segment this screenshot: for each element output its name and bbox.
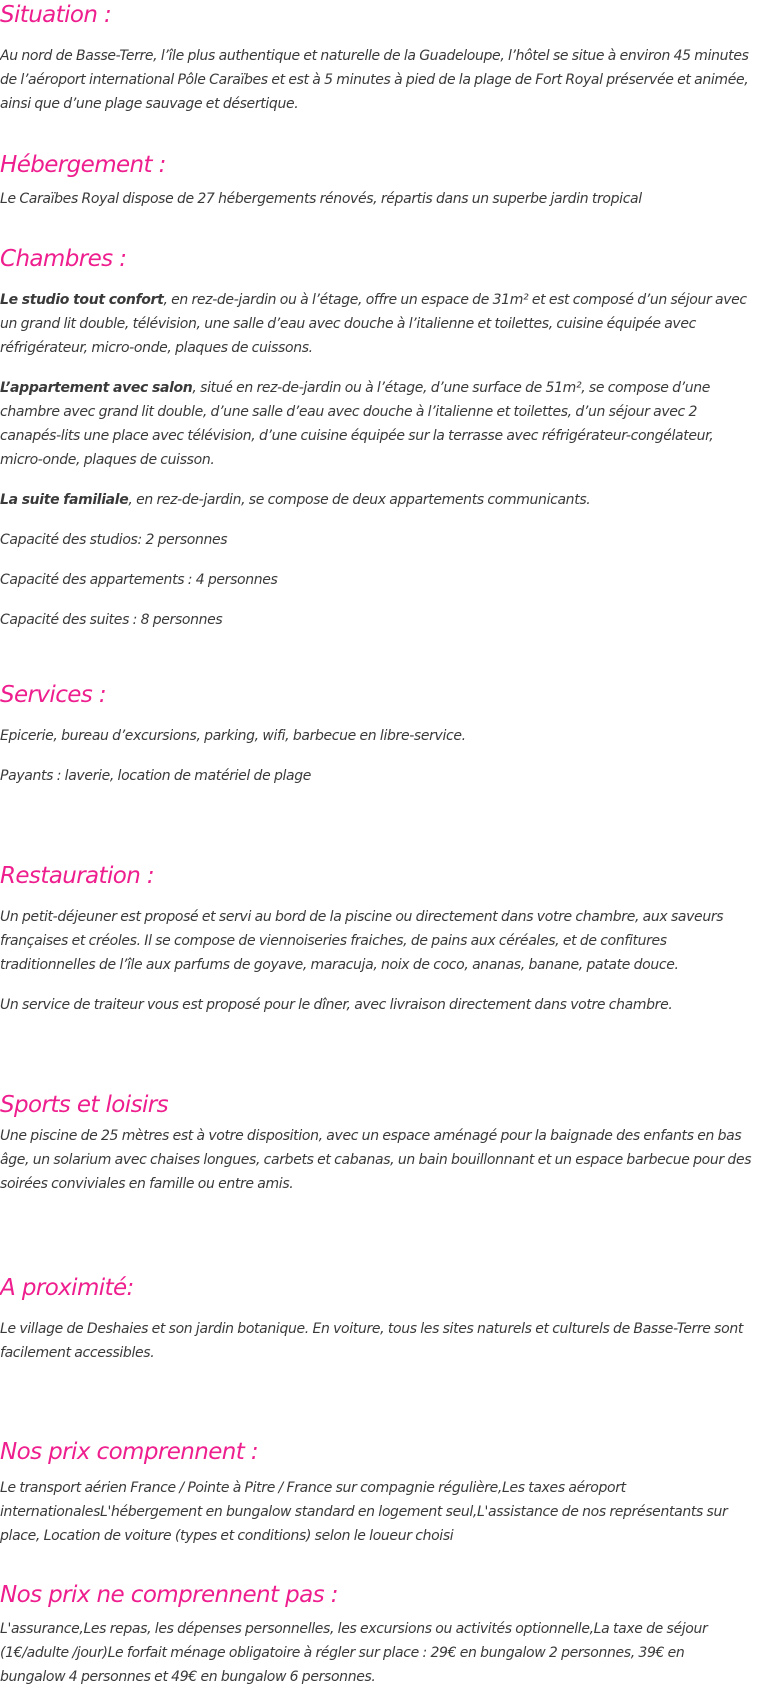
chambres-heading: Chambres : bbox=[0, 246, 127, 272]
comprennent-text: Le transport aérien France / Pointe à Pitre / France sur compagnie régulière,Les taxes aéroport internationalesL'hébergement en bungalow standard en logement seul,L'assistance de nos représentants sur place, Location de voiture (types et conditions) selon le loueur choisi bbox=[0, 1480, 728, 1544]
comprennent-heading: Nos prix comprennent : bbox=[0, 1439, 259, 1465]
ne-comprennent-heading: Nos prix ne comprennent pas : bbox=[0, 1582, 338, 1608]
appartement-paragraph bbox=[0, 376, 752, 472]
section-proximite bbox=[0, 1273, 752, 1365]
services-heading: Services : bbox=[0, 682, 107, 708]
appartement-name: L’appartement avec salon bbox=[0, 380, 193, 396]
hebergement-heading: Hébergement : bbox=[0, 152, 166, 178]
section-prix-comprennent bbox=[0, 1437, 752, 1548]
proximite-text: Le village de Deshaies et son jardin botanique. En voiture, tous les sites naturels et culturels de Basse-Terre sont facilement accessibles. bbox=[0, 1321, 743, 1361]
restauration-text-2: Un service de traiteur vous est proposé pour le dîner, avec livraison directement dans votre chambre. bbox=[0, 997, 673, 1013]
sports-heading: Sports et loisirs bbox=[0, 1092, 168, 1118]
section-chambres bbox=[0, 244, 752, 632]
services-text-1: Epicerie, bureau d’excursions, parking, wifi, barbecue en libre-service. bbox=[0, 728, 466, 744]
restauration-heading: Restauration : bbox=[0, 863, 155, 889]
suite-paragraph bbox=[0, 488, 752, 512]
section-prix-ne-comprennent bbox=[0, 1580, 752, 1689]
suite-name: La suite familiale bbox=[0, 492, 129, 508]
studio-paragraph bbox=[0, 288, 752, 360]
restauration-text-1: Un petit-déjeuner est proposé et servi au bord de la piscine ou directement dans votre chambre, aux saveurs françaises et créoles. Il se compose de viennoiseries fraiches, de pains aux céréales, et de confitures traditionnelles de l’île aux parfums de goyave, maracuja, noix de coco, ananas, banane, patate douce. bbox=[0, 909, 724, 973]
appartement-text: , situé en rez-de-jardin ou à l’étage, d’une surface de 51m², se compose d’une chambre avec grand lit double, d’une salle d’eau avec douche à l’italienne et toilettes, d’un séjour avec 2 canapés-lits une place avec télévision, d’une cuisine équipée sur la terrasse avec réfrigérateur-congélateur, micro-onde, plaques de cuisson. bbox=[0, 380, 714, 468]
section-sports bbox=[0, 1090, 752, 1196]
section-situation bbox=[0, 0, 752, 116]
studio-text: , en rez-de-jardin ou à l’étage, offre un espace de 31m² et est composé d’un séjour avec un grand lit double, télévision, une salle d’eau avec douche à l’italienne et toilettes, cuisine équipée avec réfrigérateur, micro-onde, plaques de cuissons. bbox=[0, 292, 747, 356]
situation-heading: Situation : bbox=[0, 2, 112, 28]
capacity-studios: Capacité des studios: 2 personnes bbox=[0, 532, 228, 548]
situation-text: Au nord de Basse-Terre, l’île plus authentique et naturelle de la Guadeloupe, l’hôtel se situe à environ 45 minutes de l’aéroport international Pôle Caraïbes et est à 5 minutes à pied de la plage de Fort Royal préservée et animée, ainsi que d’une plage sauvage et désertique. bbox=[0, 48, 749, 112]
studio-name: Le studio tout confort bbox=[0, 292, 164, 308]
services-text-2: Payants : laverie, location de matériel de plage bbox=[0, 768, 312, 784]
section-hebergement bbox=[0, 150, 752, 211]
sports-text: Une piscine de 25 mètres est à votre disposition, avec un espace aménagé pour la baignade des enfants en bas âge, un solarium avec chaises longues, carbets et cabanas, un bain bouillonnant et un espace barbecue pour des soirées conviviales en famille ou entre amis. bbox=[0, 1128, 752, 1192]
proximite-heading: A proximité: bbox=[0, 1275, 134, 1301]
capacity-apparts: Capacité des appartements : 4 personnes bbox=[0, 572, 278, 588]
ne-comprennent-text: L'assurance,Les repas, les dépenses personnelles, les excursions ou activités optionnelle,La taxe de séjour (1€/adulte /jour)Le forfait ménage obligatoire à régler sur place : 29€ en bungalow 2 personnes, 39€ en bungalow 4 personnes et 49€ en bungalow 6 personnes. bbox=[0, 1621, 708, 1685]
suite-text: , en rez-de-jardin, se compose de deux appartements communicants. bbox=[128, 492, 591, 508]
section-restauration bbox=[0, 861, 752, 1017]
capacity-suites: Capacité des suites : 8 personnes bbox=[0, 612, 223, 628]
hebergement-text: Le Caraïbes Royal dispose de 27 hébergements rénovés, répartis dans un superbe jardin tropical bbox=[0, 191, 642, 207]
section-services bbox=[0, 680, 752, 788]
